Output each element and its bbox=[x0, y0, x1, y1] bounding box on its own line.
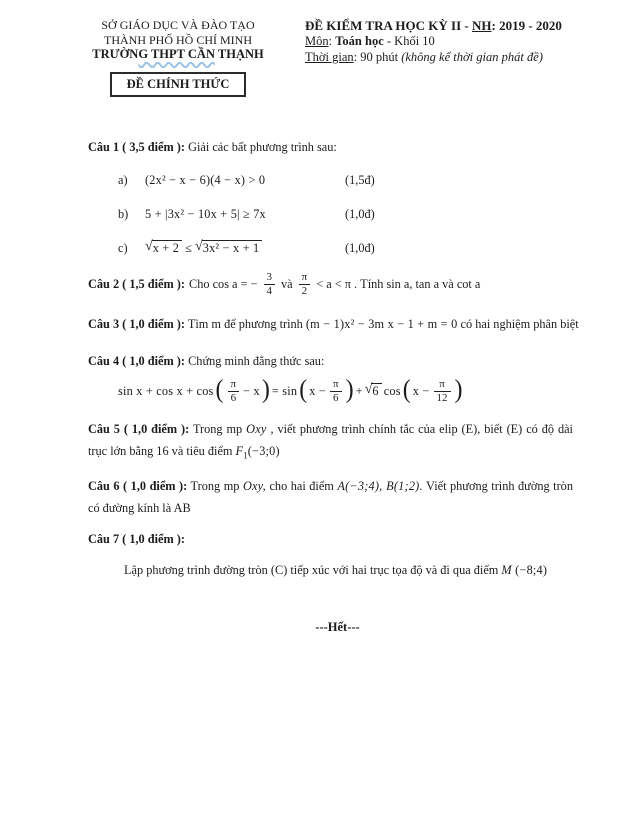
question-3-text2: có hai nghiệm phân biệt bbox=[457, 317, 579, 332]
fraction-numerator: π bbox=[228, 378, 240, 392]
question-5 bbox=[88, 419, 573, 464]
question-1b-row bbox=[118, 206, 587, 223]
exam-subject-line bbox=[305, 34, 562, 50]
fraction-pi-6 bbox=[330, 378, 342, 404]
question-1c-row bbox=[118, 240, 587, 257]
formula-part: = sin bbox=[271, 383, 298, 398]
point-m-coordinates: (−8;4) bbox=[511, 562, 548, 577]
time-label: Thời gian bbox=[305, 49, 354, 64]
time-text: : 90 phút bbox=[353, 49, 402, 64]
question-5-text2: , viết phương trình chính tắc của elip (E), biết (E) có độ dài trục lớn bằng 16 và tiêu điểm bbox=[88, 422, 573, 458]
left-paren: ( bbox=[299, 376, 308, 405]
fraction-denominator: 6 bbox=[333, 391, 339, 404]
question-4 bbox=[88, 353, 587, 405]
right-paren: ) bbox=[345, 376, 354, 405]
question-2-text3: < a < π . Tính sin a, tan a và cot a bbox=[316, 276, 481, 291]
exam-info-block bbox=[305, 18, 562, 97]
question-2 bbox=[88, 267, 587, 301]
radical-expression bbox=[145, 240, 182, 257]
question-7-text1: Lập phương trình đường tròn (C) tiếp xúc với hai trục tọa độ và đi qua điểm bbox=[124, 562, 502, 577]
item-letter: a) bbox=[118, 173, 128, 188]
item-points: (1,0đ) bbox=[345, 241, 375, 256]
right-paren: ) bbox=[454, 376, 463, 405]
focus-coordinates: (−3;0) bbox=[247, 443, 280, 458]
focus-subscript: 1 bbox=[243, 450, 248, 461]
question-4-identity bbox=[118, 378, 587, 404]
item-formula: (2x² − x − 6)(4 − x) > 0 bbox=[145, 173, 266, 188]
sqrt-symbol: √ bbox=[364, 381, 373, 397]
question-4-label: Câu 4 ( 1,0 điểm ): bbox=[88, 353, 186, 368]
formula-part: − x bbox=[243, 383, 260, 398]
exam-title-prefix: ĐỀ KIỂM TRA HỌC KỲ II - bbox=[305, 18, 472, 33]
question-3 bbox=[88, 316, 587, 333]
formula-part: sin x + cos x + cos bbox=[118, 383, 214, 398]
fraction-denominator: 6 bbox=[230, 391, 237, 404]
question-6 bbox=[88, 476, 573, 519]
question-5-oxy: Oxy bbox=[246, 422, 267, 437]
question-4-head bbox=[88, 353, 587, 370]
fraction-pi-12 bbox=[434, 378, 451, 404]
exam-body bbox=[88, 139, 587, 635]
subject-sep: : bbox=[328, 34, 336, 49]
item-formula: 5 + |3x² − 10x + 5| ≥ 7x bbox=[145, 207, 266, 222]
exam-time-line bbox=[305, 50, 562, 66]
item-points: (1,5đ) bbox=[345, 173, 375, 188]
question-7-head bbox=[88, 531, 587, 548]
issuer-block bbox=[78, 18, 278, 97]
question-6-oxy: Oxy, bbox=[242, 479, 266, 494]
question-3-label: Câu 3 ( 1,0 điểm ): bbox=[88, 317, 186, 332]
question-2-text1: Cho cos a = − bbox=[189, 276, 258, 291]
left-paren: ( bbox=[402, 376, 411, 405]
fraction-pi-2 bbox=[299, 271, 311, 297]
question-6-text1: Trong mp bbox=[187, 479, 243, 494]
fraction-numerator: 3 bbox=[264, 271, 276, 285]
fraction-numerator: π bbox=[330, 378, 342, 392]
exam-title bbox=[305, 18, 562, 34]
question-1 bbox=[88, 139, 587, 258]
official-exam-stamp: ĐỀ CHÍNH THỨC bbox=[110, 72, 247, 97]
relation-symbol: ≤ bbox=[185, 241, 193, 256]
left-paren: ( bbox=[215, 376, 224, 405]
item-points: (1,0đ) bbox=[345, 207, 375, 222]
question-2-text2: và bbox=[281, 276, 293, 291]
right-paren: ) bbox=[261, 376, 270, 405]
question-3-equation: (m − 1)x² − 3m x − 1 + m = 0 bbox=[305, 317, 458, 332]
radical-expression bbox=[195, 240, 262, 257]
focus-letter: F bbox=[235, 443, 244, 458]
question-5-text1: Trong mp bbox=[189, 422, 247, 437]
fraction-numerator: π bbox=[299, 271, 311, 285]
question-7-label: Câu 7 ( 1,0 điểm ): bbox=[88, 532, 186, 547]
formula-part: + bbox=[355, 383, 363, 398]
formula-part: cos bbox=[383, 383, 401, 398]
school-name-spellcheck-wavy: G THPT CẦN bbox=[138, 47, 215, 62]
question-1-label: Câu 1 ( 3,5 điểm ): bbox=[88, 139, 186, 154]
subject-name: Toán học bbox=[335, 34, 384, 49]
question-5-label: Câu 5 ( 1,0 điểm ): bbox=[88, 422, 190, 437]
formula-part: x − bbox=[309, 383, 327, 398]
exam-title-suffix: : 2019 - 2020 bbox=[491, 18, 562, 33]
radical-expression bbox=[365, 383, 382, 400]
school-name-pre: TRƯỜN bbox=[92, 47, 139, 62]
question-1-intro: Giải các bất phương trình sau: bbox=[185, 139, 337, 154]
exam-title-nh: NH bbox=[471, 18, 492, 33]
time-note: (không kể thời gian phát đề) bbox=[401, 49, 543, 64]
radicand: x + 2 bbox=[152, 240, 182, 257]
sqrt-symbol: √ bbox=[195, 239, 203, 255]
school-name bbox=[78, 47, 278, 62]
question-6-label: Câu 6 ( 1,0 điểm ): bbox=[88, 479, 188, 494]
fraction-3-4 bbox=[264, 271, 276, 297]
radicand: 3x² − x + 1 bbox=[202, 240, 263, 257]
point-m-letter: M bbox=[501, 562, 512, 577]
question-3-text1: Tìm m để phương trình bbox=[185, 317, 306, 332]
issuer-line1: SỞ GIÁO DỤC VÀ ĐÀO TẠO bbox=[101, 18, 255, 32]
item-letter: b) bbox=[118, 207, 129, 222]
end-of-exam-marker: ---Hết--- bbox=[315, 619, 360, 634]
fraction-numerator: π bbox=[434, 378, 451, 392]
question-6-text3: Viết phương trình đường tròn có đường kính là AB bbox=[88, 479, 573, 515]
school-name-post: THẠNH bbox=[214, 47, 264, 62]
question-2-label: Câu 2 ( 1,5 điểm ): bbox=[88, 276, 186, 291]
question-1a-row bbox=[118, 172, 587, 189]
radicand: 6 bbox=[371, 383, 381, 400]
question-6-points: A(−3;4), B(1;2). bbox=[337, 479, 423, 494]
item-letter: c) bbox=[118, 241, 128, 256]
question-6-text2: cho hai điểm bbox=[265, 479, 338, 494]
formula-part: x − bbox=[412, 383, 430, 398]
subject-label: Môn bbox=[305, 34, 329, 49]
question-4-intro: Chứng minh đẳng thức sau: bbox=[185, 353, 325, 368]
question-7 bbox=[88, 531, 587, 578]
fraction-pi-6 bbox=[228, 378, 240, 404]
item-formula bbox=[145, 240, 345, 257]
question-1-head bbox=[88, 139, 587, 156]
document-header bbox=[0, 0, 637, 97]
fraction-denominator: 12 bbox=[436, 391, 448, 404]
fraction-denominator: 2 bbox=[301, 284, 308, 297]
sqrt-symbol: √ bbox=[145, 239, 153, 255]
question-7-statement bbox=[124, 563, 587, 578]
subject-rest: - Khối 10 bbox=[383, 34, 435, 49]
fraction-denominator: 4 bbox=[266, 284, 273, 297]
official-stamp-wrap bbox=[78, 72, 278, 97]
issuer-line2: THÀNH PHỐ HỒ CHÍ MINH bbox=[104, 32, 252, 47]
